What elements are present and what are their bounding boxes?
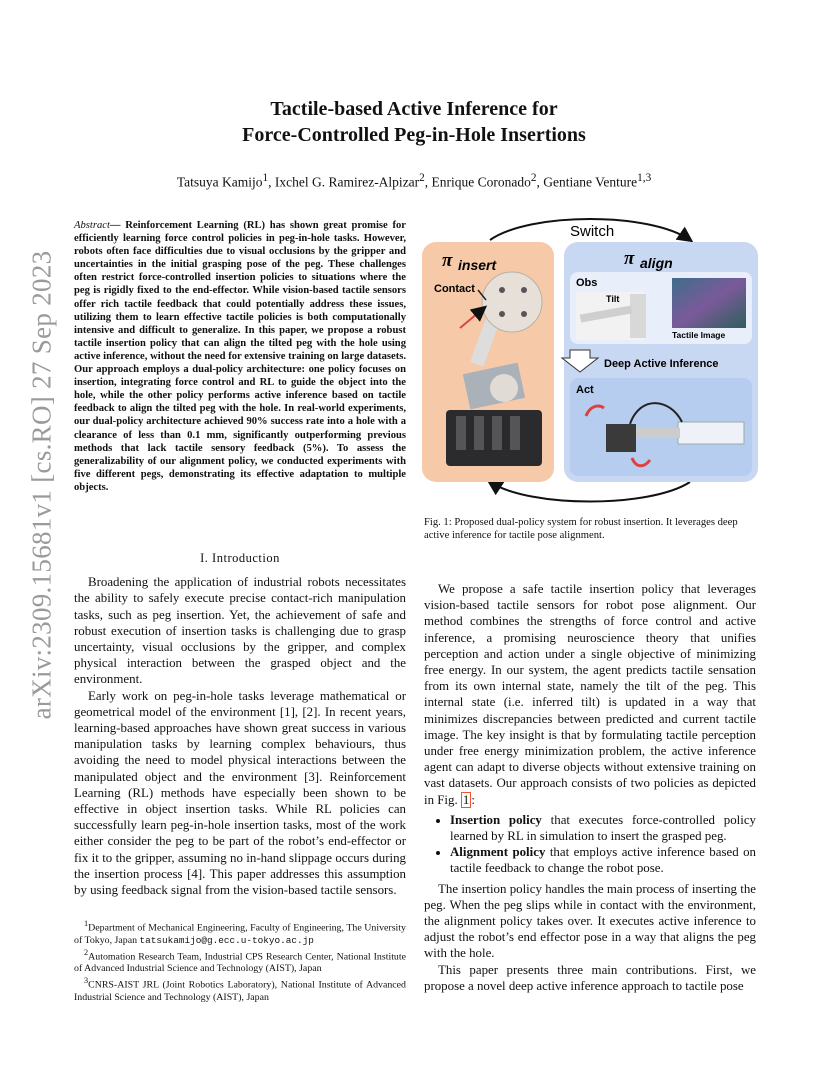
list-item-text: that employs active inference based on tactile feedback to change the robot pose.	[450, 845, 756, 876]
footnote-text: Department of Mechanical Engineering, Faculty of Engineering, The University of Tokyo, Japan	[74, 922, 406, 946]
author-affiliation: 1,3	[637, 172, 652, 184]
author-name: Enrique Coronado	[431, 174, 531, 190]
tactile-image-label: Tactile Image	[672, 330, 726, 340]
list-item	[450, 844, 756, 876]
footnote-text: Automation Research Team, Industrial CPS Research Center, National Institute of Advanced Industrial Science and Technology (AIST), Japan	[74, 951, 406, 975]
list-item-term: Insertion policy	[450, 812, 542, 827]
policy-list	[424, 812, 756, 877]
title-line-1: Tactile-based Active Inference for	[270, 98, 558, 120]
footnote-3	[74, 975, 406, 1004]
switch-label: Switch	[570, 223, 615, 240]
body-paragraph: The insertion policy handles the main process of inserting the peg. When the peg slips while in contact with the environment, the alignment policy takes over. It executes active inference to adjust the robot’s end effector pose in a way that aligns the peg with the hole.	[424, 881, 756, 961]
right-column	[424, 581, 756, 994]
figure-caption: Fig. 1: Proposed dual-policy system for robust insertion. It leverages deep active inference for tactile pose alignment.	[424, 517, 738, 542]
author-name: Tatsuya Kamijo	[176, 174, 263, 190]
arxiv-stamp	[22, 250, 62, 720]
paper-title	[0, 96, 828, 148]
footnote-1	[74, 918, 406, 947]
title-line-2: Force-Controlled Peg-in-Hole Insertions	[242, 124, 586, 146]
arxiv-stamp-text: arXiv:2309.15681v1 [cs.RO] 27 Sep 2023	[26, 250, 57, 720]
author-name: Ixchel G. Ramirez-Alpizar	[274, 174, 420, 190]
intro-paragraph: Early work on peg-in-hole tasks leverage mathematical or geometrical model of the environment [1], [2]. In recent years, learning-based approaches have shown great success in various manipulation tasks by learning complex behaviours, thus avoiding the need to model physical interactions between the manipulated object and the environment [3]. Reinforcement Learning (RL) methods have especially been shown to be effective in object insertion tasks. While RL policies can successfully learn peg-in-hole insertion tasks, most of the work either consider the peg to be part of the robot’s end-effector or fix it to the gripper, assuming no in-hand slippage occurs during the insertion process [4]. This paper addresses this assumption by using feedback signal from the vision-based tactile sensors.	[74, 688, 406, 898]
body-paragraph	[424, 581, 756, 808]
switch-arrow-bottom	[490, 482, 690, 502]
author-email: tatsukamijo@g.ecc.u-tokyo.ac.jp	[139, 934, 314, 946]
act-label: Act	[576, 384, 594, 396]
paragraph-text-end: :	[471, 792, 475, 807]
author-list: Tatsuya Kamijo$^1$, Ixchel G. Ramirez-Alpizar$^2$, Enrique Coronado$^2$, Gentiane Venture$^{1,3}$	[176, 172, 652, 190]
list-item	[450, 812, 756, 844]
footnote-number: 1	[84, 919, 89, 928]
list-item-term: Alignment policy	[450, 845, 546, 860]
abstract-label: Abstract	[74, 220, 110, 231]
author-affiliation: 2	[530, 172, 537, 184]
figure-reference-link[interactable]: 1	[462, 792, 470, 807]
introduction-section	[74, 550, 406, 898]
footnote-2	[74, 947, 406, 976]
tactile-image	[672, 278, 746, 328]
tilt-label: Tilt	[606, 294, 620, 304]
abstract	[74, 219, 406, 494]
footnote-number: 2	[84, 947, 89, 957]
abstract-text: — Reinforcement Learning (RL) has shown great promise for efficiently learning force control policies in peg-in-hole tasks. However, robots often face difficulties due to visual occlusions by the gripper and uncertainties in the initial grasping pose of the peg. These challenges often restrict force-controlled insertion policies to situations where the peg is rigidly fixed to the end-effector. While vision-based tactile sensors offer rich tactile feedback that could potentially address these issues, utilizing them to learn effective tactile policies is both computationally intensive and difficult to generalize. In this paper, we propose a robust tactile insertion policy that can align the tilted peg with the hole using active inference, without the need for extensive training on large datasets. Our approach employs a dual-policy architecture: one policy focuses on insertion, integrating force control and RL to guide the object into the hole, while the other policy performs active inference based on tactile feedback to align the tilted peg with the hole. In real-world experiments, our dual-policy architecture achieved 90% success rate into a hole with a clearance of less than 0.1 mm, significantly outperforming previous methods that lack tactile sensory feedback (5%). To assess the generalizability of our alignment policy, we conducted experiments with five different pegs, demonstrating its effective adaptation to multiple objects.	[74, 220, 406, 493]
list-item-text: that executes force-controlled policy learned by RL in simulation to insert the grasped peg.	[450, 812, 756, 844]
pi-insert-symbol: π	[442, 250, 453, 271]
author-affiliation: 2	[419, 172, 425, 184]
footnote-number: 3	[84, 976, 89, 986]
contact-label: Contact	[434, 283, 475, 295]
footnotes	[74, 918, 406, 1004]
paragraph-text: We propose a safe tactile insertion policy that leverages vision-based tactile sensors for robot pose alignment. Our method combines the strengths of force control and active inference, a promising neuroscience theory that unifies perception and action under a single objective of minimizing free energy. In our system, the agent predicts tactile sensation from its own internal state, namely the tilt of the peg. This internal state (i.e. inferred tilt) is updated in a way that minimizes discrepancies between predicted and current tactile image. The key insight is that by formulating tactile perception under free energy minimization problem, the active inference agent can adapt to diverse objects without extensive training on vast datasets. Our approach consists of two policies as depicted in Fig.	[424, 582, 756, 807]
pi-insert-label: insert	[458, 257, 497, 273]
pi-align-label: align	[640, 255, 673, 271]
author-name: Gentiane Venture	[543, 174, 638, 190]
author-affiliation: 1	[262, 172, 269, 184]
deep-active-inference-label: Deep Active Inference	[604, 358, 719, 370]
pi-align-symbol: π	[624, 248, 635, 269]
footnote-text: CNRS-AIST JRL (Joint Robotics Laboratory), National Institute of Advanced Industrial Science and Technology (AIST), Japan	[74, 979, 406, 1003]
obs-label: Obs	[576, 277, 598, 289]
section-heading: I. Introduction	[200, 551, 280, 565]
intro-paragraph: Broadening the application of industrial robots necessitates the ability to safely execute precise contact-rich manipulation tasks, such as peg insertion. Yet, the achievement of safe and robust execution of insertion tasks is challenging due to grasp uncertainty, visual occlusions by the gripper, and complex physical interaction between the grasped object and the environment.	[74, 575, 406, 687]
body-paragraph: This paper presents three main contributions. First, we propose a novel deep active inference approach to tactile pose	[424, 962, 756, 993]
figure-1	[420, 210, 760, 510]
